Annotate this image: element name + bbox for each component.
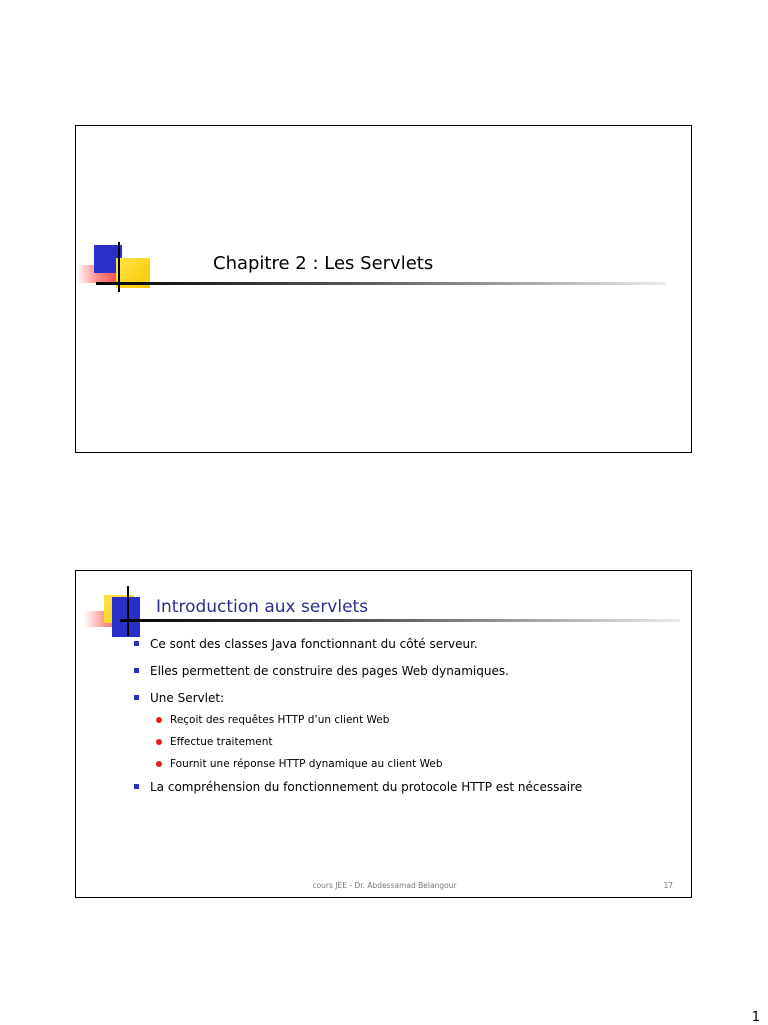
list-item: Fournit une réponse HTTP dynamique au client Web: [156, 758, 684, 770]
slide-footer: cours JEE - Dr. Abdessamad Belangour: [312, 881, 457, 890]
list-item: La compréhension du fonctionnement du protocole HTTP est nécessaire: [134, 780, 684, 794]
square-bullet-icon: [134, 668, 139, 673]
blue-square-shape: [112, 597, 140, 637]
square-bullet-icon: [134, 784, 139, 789]
list-item: Reçoit des requêtes HTTP d’un client Web: [156, 714, 684, 726]
round-bullet-icon: [156, 739, 162, 745]
chapter-title: Chapitre 2 : Les Servlets: [213, 253, 434, 274]
page-number: 1: [751, 1010, 760, 1025]
slide-title: Introduction aux servlets: [156, 597, 369, 617]
slide-chapter-title: [75, 125, 692, 453]
vertical-rule: [127, 586, 129, 636]
bullet-list: [134, 637, 684, 807]
slide-number: 17: [663, 881, 673, 890]
round-bullet-icon: [156, 717, 162, 723]
square-bullet-icon: [134, 695, 139, 700]
square-bullet-icon: [134, 641, 139, 646]
title-decoration: [76, 126, 693, 454]
slide-introduction: [75, 570, 692, 898]
list-item: Effectue traitement: [156, 736, 684, 748]
title-underline: [96, 282, 666, 285]
list-item: Elles permettent de construire des pages Web dynamiques.: [134, 664, 684, 678]
title-underline: [120, 619, 680, 622]
sub-bullet-list: [156, 714, 684, 770]
list-item: Une Servlet:: [134, 691, 684, 705]
list-item: Ce sont des classes Java fonctionnant du côté serveur.: [134, 637, 684, 651]
round-bullet-icon: [156, 761, 162, 767]
